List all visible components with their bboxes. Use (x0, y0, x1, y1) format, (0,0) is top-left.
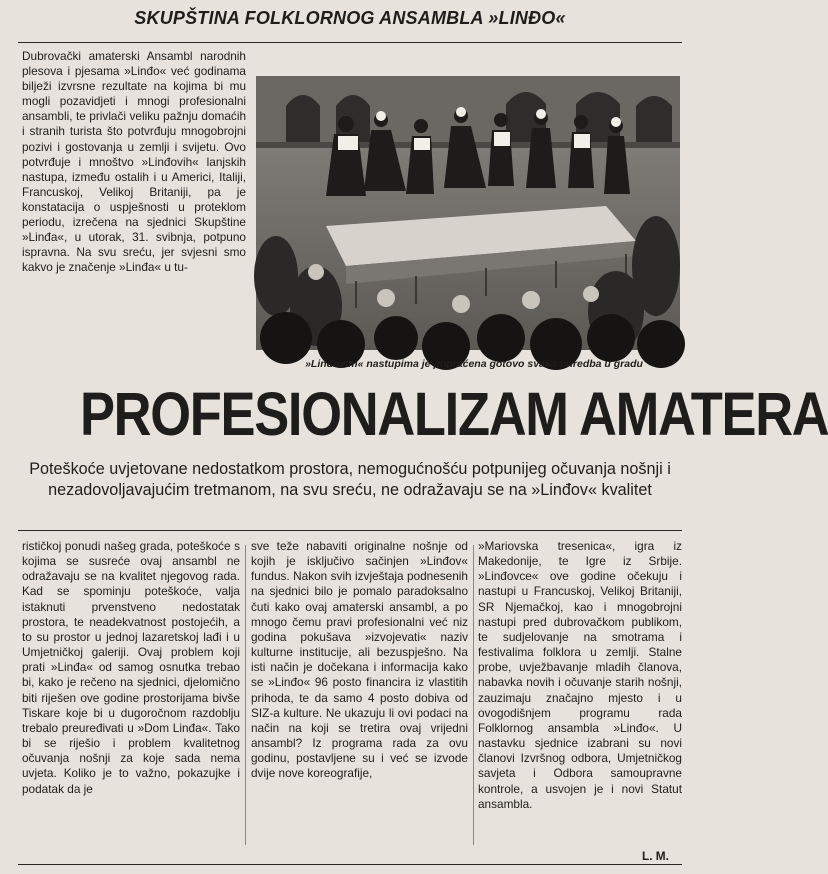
folk-dance-photo (256, 76, 680, 350)
column-divider (473, 545, 474, 845)
bottom-divider (18, 864, 682, 865)
column-divider (245, 545, 246, 845)
deck-divider (18, 530, 682, 531)
body-column-2 (251, 539, 468, 853)
photo-caption: »Linđovim« nastupima je popraćena gotovo svaka priredba u gradu (305, 358, 643, 370)
section-rubric: SKUPŠTINA FOLKLORNOG ANSAMBLA »LINĐO« (134, 8, 566, 28)
body-paragraph: rističkoj ponudi našeg grada, poteškoće s kojima se susreće ovaj ansambl ne odražavaju se na kvalitet njegovog rada. Kad se spominju poteškoće, valja istaknuti prvenstveno nedostatak prostora, te neadekvatnost postojećih, a to su prostor u jednoj lazaretskoj lađi i u Umjetničkoj galeriji. Ovaj problem koji prati »Linđa« od samog osnutka trebao bi, kako je rečeno na sjednici, djelomično biti riješen ove godine prostorijama bivše Tiskare koje bi u dugoročnom razdoblju trebalo preuređivati u »Dom Linđa«. Tako bi se riješio i problem kvalitetnog očuvanja nošnji za koje sada nema uvjeta. Koliko je to važno, pokazujke i podatak da je (22, 539, 240, 796)
rubric-divider (18, 42, 682, 43)
deck-subheadline: Poteškoće uvjetovane nedostatkom prostora, nemogućnošću potpunijeg očuvanja nošnji i nezadovoljavajućim tretmanom, na svu sreću, ne odražavaju se na »Linđov« kvalitet (29, 460, 671, 499)
intro-paragraph: Dubrovački amaterski Ansambl narodnih plesova i pjesama »Linđo« već godinama bilježi izvrsne rezultate na kojima bi mu mogli pozavidjeti i mnogi profesionalni ansambli, te privlači veliku pažnju domaćih i stranih turista što potvrđuju mnogobrojni pozivi i gostovanja u zemlji i svijetu. Ovo potvrđuje i mnoštvo »Linđovih« lanjskih nastupa, između ostalih i u Americi, Italiji, Francuskoj, Velikoj Britaniji, pa je konstatacija o uspješnosti u proteklom periodu, izrečena na sjednici Skupštine »Linđa«, u utorak, 31. svibnja, potpuno ispravna. Na svu sreću, jer svjesni smo kakvo je značenje »Linđa« u tu- (22, 49, 246, 275)
body-column-3 (478, 539, 682, 853)
body-paragraph: »Mariovska tresenica«, igra iz Makedonije, te Igre iz Srbije. »Linđovce« ove godine očekuju i nastupi u Francuskoj, Velikoj Britaniji, SR Njemačkoj, kao i mnogobrojni nastupi pred dubrovačkom publikom, te sudjelovanje na smotrama i festivalima folklora u zemlji. Stalne probe, uvježbavanje mladih članova, nabavka novih i očuvanje starih nošnji, zauzimaju značajno mjesto i u ovogodišnjem programu rada Folklornog ansambla »Linđo«. U nastavku sjednice izabrani su novi članovi Izvršnog odbora, Umjetničkog savjeta i Odbora samoupravne kontrole, a usvojen je i novi Statut ansambla. (478, 539, 682, 811)
intro-column (22, 49, 246, 375)
body-column-1 (22, 539, 240, 853)
headline: PROFESIONALIZAM AMATERA (79, 380, 828, 448)
body-paragraph: sve teže nabaviti originalne nošnje od kojih je isključivo sačinjen »Linđov« fundus. Nakon svih izvještaja podnesenih na sjednici bilo je pomalo paradoksalno čuti kako ovaj amaterski ansambl, a po mnogo čemu pravi profesionalni već niz godina pokušava »izvojevati« naziv kulturne institucije, ali bezuspješno. Na isti način je dočekana i informacija kako se »Linđo« 96 posto financira iz vlastitih prihoda, te da samo 4 posto dobiva od SIZ-a kulture. Ne ukazuju li ovi podaci na način na koji se tretira ovaj vrijedni ansambl? Iz programa rada za ovu godinu, postavljene su i već se izvode dvije nove koreografije, (251, 539, 468, 781)
author-signature: L. M. (642, 849, 669, 863)
